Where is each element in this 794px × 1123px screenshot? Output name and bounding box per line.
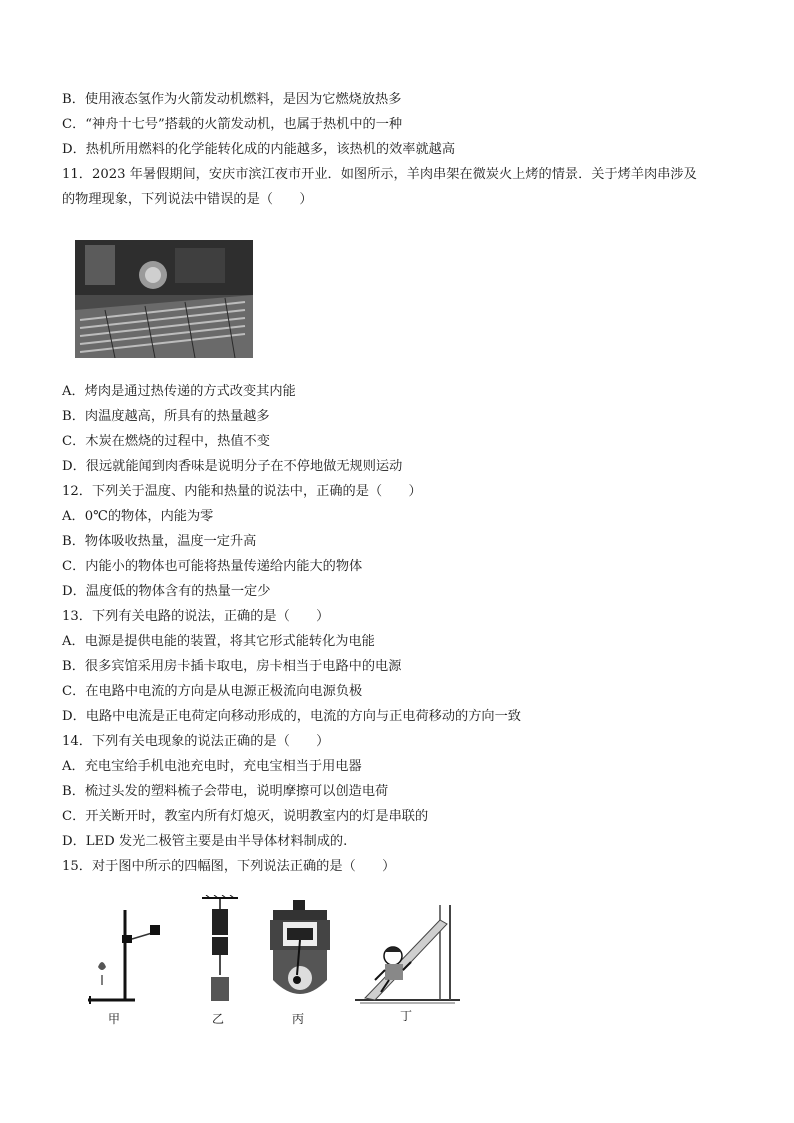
- figure-yi-spring-scale: [200, 895, 240, 1010]
- q11-option-d: D．很远就能闻到肉香味是说明分子在不停地做无规则运动: [62, 459, 403, 474]
- caption-jia: 甲: [108, 1012, 121, 1026]
- q10-option-b: B．使用液态氢作为火箭发动机燃料，是因为它燃烧放热多: [62, 92, 402, 107]
- q12-option-a: A．0℃的物体，内能为零: [62, 509, 214, 524]
- q14-stem: 14．下列有关电现象的说法正确的是（ ）: [62, 734, 330, 749]
- q14-option-b: B．梳过头发的塑料梳子会带电，说明摩擦可以创造电荷: [62, 784, 389, 799]
- q13-option-d: D．电路中电流是正电荷定向移动形成的，电流的方向与正电荷移动的方向一致: [62, 709, 521, 724]
- q12-option-d: D．温度低的物体含有的热量一定少: [62, 584, 271, 599]
- q13-option-c: C．在电路中电流的方向是从电源正极流向电源负极: [62, 684, 363, 699]
- q11-option-c: C．木炭在燃烧的过程中，热值不变: [62, 434, 270, 449]
- q13-option-a: A．电源是提供电能的装置，将其它形式能转化为电能: [62, 634, 375, 649]
- q12-option-c: C．内能小的物体也可能将热量传递给内能大的物体: [62, 559, 363, 574]
- figure-ding-child-on-slide: [355, 900, 460, 1005]
- q14-option-a: A．充电宝给手机电池充电时，充电宝相当于用电器: [62, 759, 362, 774]
- figure-jia-burner-stand: [80, 905, 170, 1005]
- q14-option-d: D．LED 发光二极管主要是由半导体材料制成的.: [62, 834, 348, 849]
- q11-option-a: A．烤肉是通过热传递的方式改变其内能: [62, 384, 296, 399]
- caption-bing: 丙: [292, 1012, 305, 1026]
- q13-option-b: B．很多宾馆采用房卡插卡取电，房卡相当于电路中的电源: [62, 659, 402, 674]
- kebab-grill-photo: [75, 240, 253, 358]
- figure-bing-engine-cylinder: [265, 900, 335, 1005]
- q10-option-c: C．“神舟十七号”搭载的火箭发动机，也属于热机中的一种: [62, 117, 403, 132]
- q12-stem: 12．下列关于温度、内能和热量的说法中，正确的是（ ）: [62, 484, 422, 499]
- q15-stem: 15．对于图中所示的四幅图，下列说法正确的是（ ）: [62, 859, 396, 874]
- caption-ding: 丁: [400, 1009, 413, 1023]
- q11-stem-line-2: 的物理现象，下列说法中错误的是（ ）: [62, 192, 313, 207]
- q10-option-d: D．热机所用燃料的化学能转化成的内能越多，该热机的效率就越高: [62, 142, 456, 157]
- q11-stem-line-1: 11．2023 年暑假期间，安庆市滨江夜市开业．如图所示，羊肉串架在微炭火上烤的情景．关于烤羊肉串涉及: [62, 167, 697, 182]
- q14-option-c: C．开关断开时，教室内所有灯熄灭，说明教室内的灯是串联的: [62, 809, 429, 824]
- caption-yi: 乙: [212, 1012, 225, 1026]
- q11-option-b: B．肉温度越高，所具有的热量越多: [62, 409, 270, 424]
- q12-option-b: B．物体吸收热量，温度一定升高: [62, 534, 257, 549]
- q15-figures: [80, 895, 470, 1030]
- q13-stem: 13．下列有关电路的说法，正确的是（ ）: [62, 609, 330, 624]
